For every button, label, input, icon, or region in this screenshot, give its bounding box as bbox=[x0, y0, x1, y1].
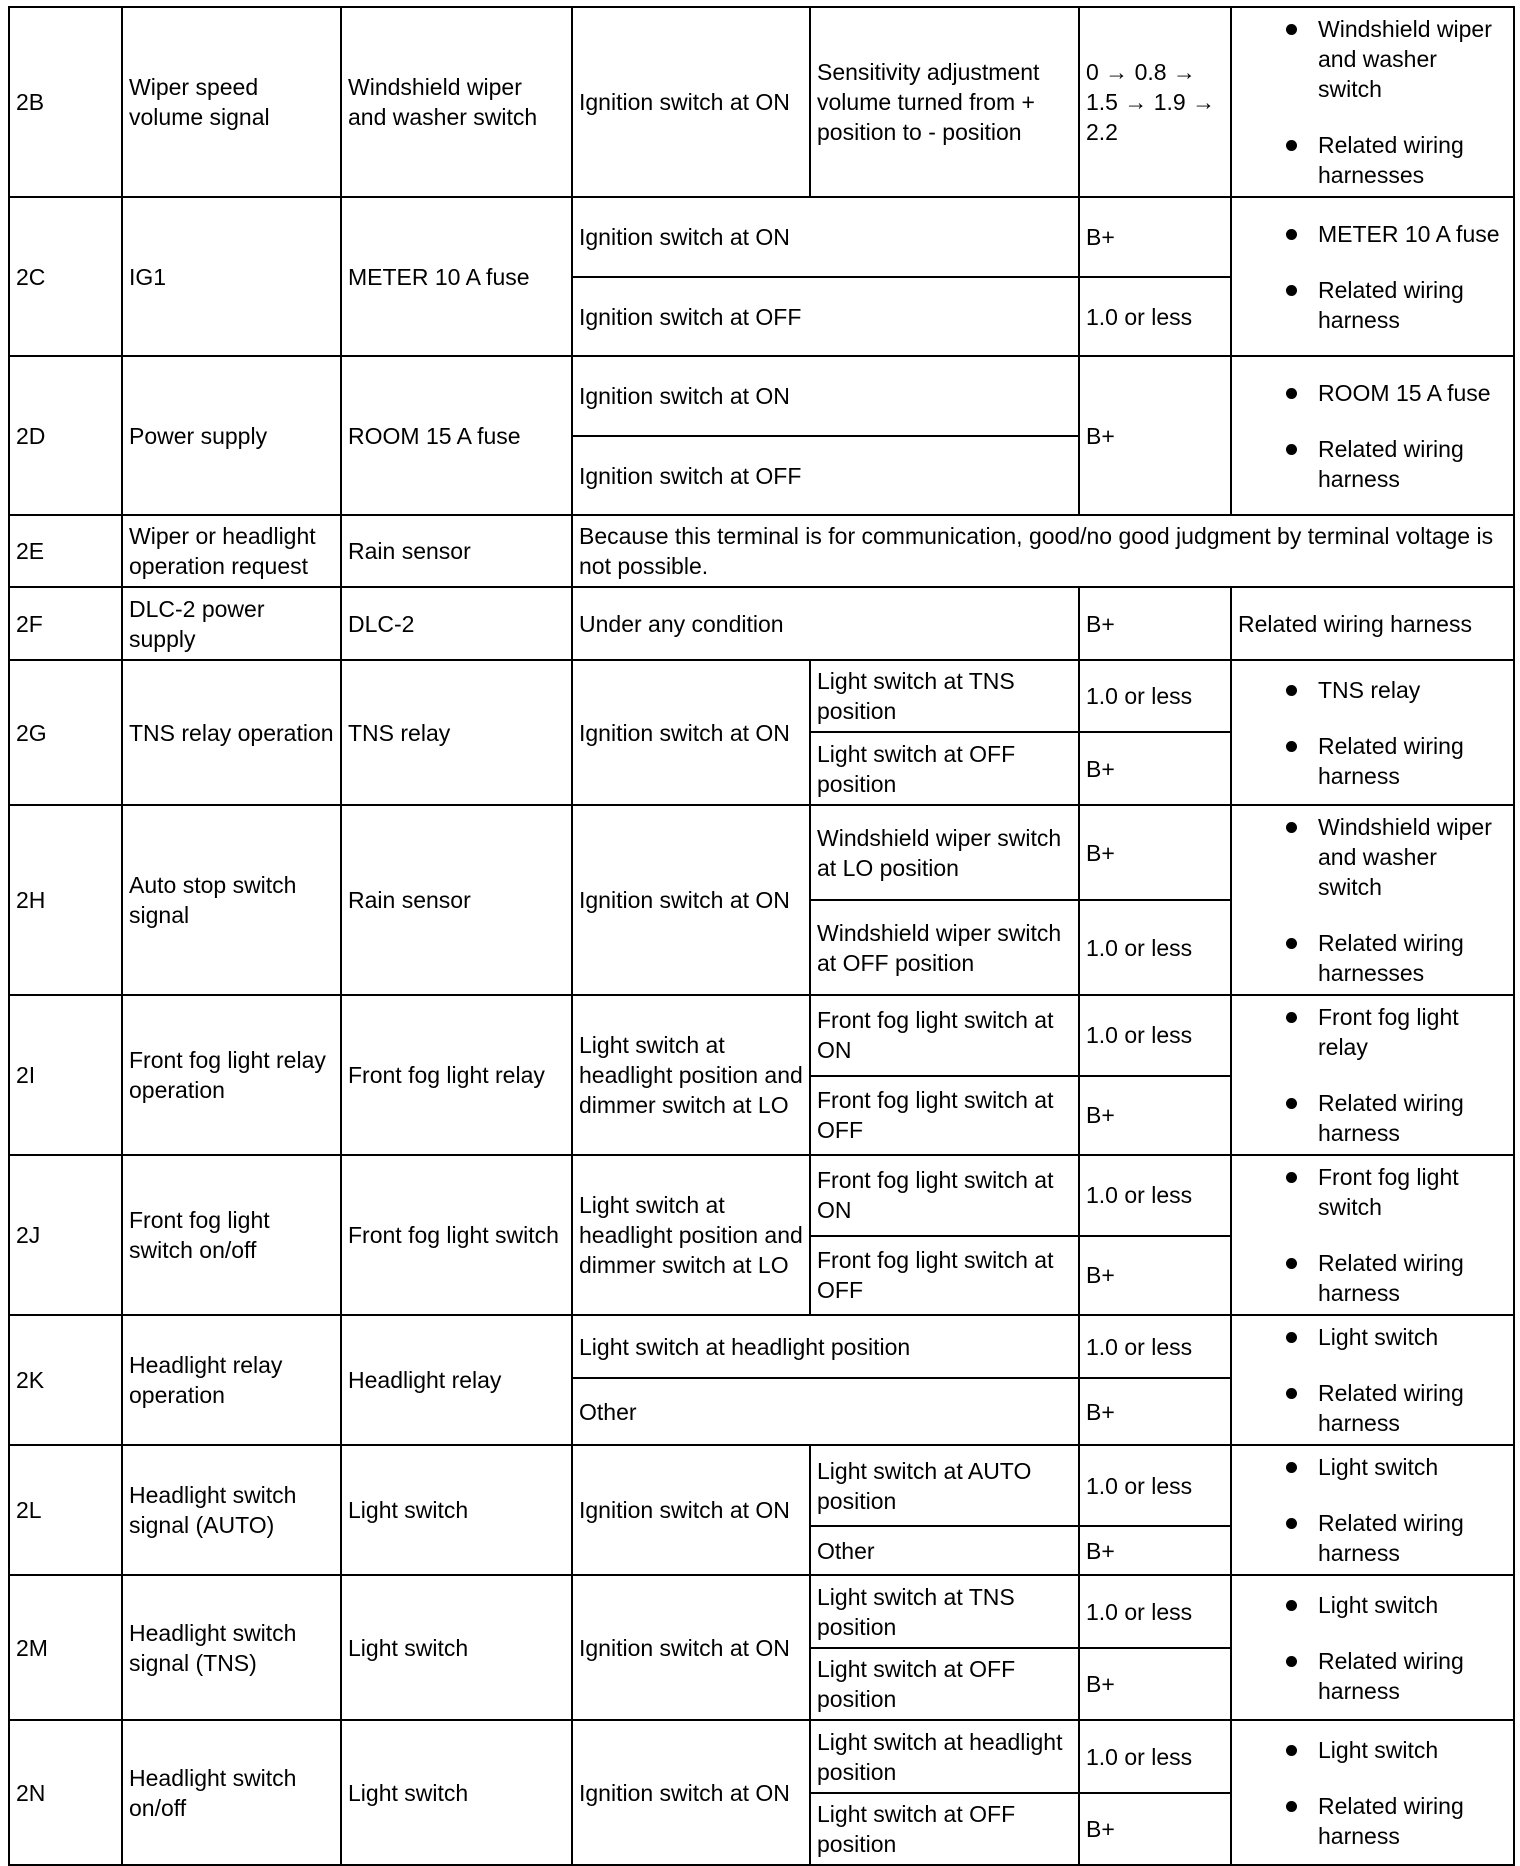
terminal-cell: 2M bbox=[9, 1575, 122, 1720]
signal-cell: Front fog light switch on/off bbox=[122, 1155, 341, 1315]
condition-cell: Light switch at headlight position bbox=[572, 1315, 1079, 1378]
table-row bbox=[9, 1720, 1514, 1793]
inspection-item: Windshield wiper and washer switch bbox=[1238, 812, 1507, 902]
connected-to-cell: Rain sensor bbox=[341, 805, 572, 995]
detail-cell: Front fog light switch at ON bbox=[810, 1155, 1079, 1236]
inspection-item: Windshield wiper and washer switch bbox=[1238, 14, 1507, 104]
inspection-cell bbox=[1231, 995, 1514, 1155]
table-row bbox=[9, 1575, 1514, 1648]
condition-cell: Ignition switch at ON bbox=[572, 1445, 810, 1575]
terminal-voltage-table bbox=[8, 6, 1515, 1866]
terminal-cell: 2F bbox=[9, 587, 122, 660]
inspection-cell bbox=[1231, 1315, 1514, 1445]
voltage-cell: B+ bbox=[1079, 805, 1231, 900]
inspection-item: Related wiring harness bbox=[1238, 731, 1507, 791]
voltage-cell: B+ bbox=[1079, 1648, 1231, 1720]
detail-cell: Windshield wiper switch at OFF position bbox=[810, 900, 1079, 995]
inspection-item: Related wiring harness bbox=[1238, 1088, 1507, 1148]
detail-cell: Light switch at OFF position bbox=[810, 1793, 1079, 1865]
detail-cell: Other bbox=[810, 1526, 1079, 1575]
table-row bbox=[9, 805, 1514, 900]
connected-to-cell: DLC-2 bbox=[341, 587, 572, 660]
signal-cell: Headlight relay operation bbox=[122, 1315, 341, 1445]
detail-cell: Light switch at OFF position bbox=[810, 1648, 1079, 1720]
inspection-cell bbox=[1231, 1155, 1514, 1315]
terminal-cell: 2N bbox=[9, 1720, 122, 1865]
connected-to-cell: Front fog light relay bbox=[341, 995, 572, 1155]
inspection-item: Light switch bbox=[1238, 1735, 1507, 1765]
inspection-cell bbox=[1231, 660, 1514, 805]
inspection-cell bbox=[1231, 197, 1514, 356]
voltage-cell: B+ bbox=[1079, 1526, 1231, 1575]
voltage-cell: 1.0 or less bbox=[1079, 1720, 1231, 1793]
voltage-cell: B+ bbox=[1079, 1236, 1231, 1316]
connected-to-cell: METER 10 A fuse bbox=[341, 197, 572, 356]
inspection-cell bbox=[1231, 805, 1514, 995]
connected-to-cell: ROOM 15 A fuse bbox=[341, 356, 572, 515]
terminal-cell: 2L bbox=[9, 1445, 122, 1575]
signal-cell: Front fog light relay operation bbox=[122, 995, 341, 1155]
voltage-cell: B+ bbox=[1079, 732, 1231, 805]
inspection-item: Related wiring harnesses bbox=[1238, 928, 1507, 988]
signal-cell: Auto stop switch signal bbox=[122, 805, 341, 995]
inspection-item: METER 10 A fuse bbox=[1238, 219, 1507, 249]
voltage-cell: B+ bbox=[1079, 587, 1231, 660]
detail-cell: Front fog light switch at ON bbox=[810, 995, 1079, 1076]
inspection-item: Light switch bbox=[1238, 1452, 1507, 1482]
condition-cell: Ignition switch at ON bbox=[572, 7, 810, 197]
connected-to-cell: Light switch bbox=[341, 1720, 572, 1865]
terminal-cell: 2J bbox=[9, 1155, 122, 1315]
connected-to-cell: Front fog light switch bbox=[341, 1155, 572, 1315]
signal-cell: Wiper speed volume signal bbox=[122, 7, 341, 197]
inspection-item: Light switch bbox=[1238, 1590, 1507, 1620]
voltage-cell: B+ bbox=[1079, 1076, 1231, 1156]
condition-cell: Under any condition bbox=[572, 587, 1079, 660]
table-row bbox=[9, 660, 1514, 732]
condition-cell: Ignition switch at ON bbox=[572, 1575, 810, 1720]
voltage-cell: B+ bbox=[1079, 1793, 1231, 1865]
voltage-cell: 1.0 or less bbox=[1079, 1315, 1231, 1378]
voltage-cell: 1.0 or less bbox=[1079, 1575, 1231, 1648]
detail-cell: Sensitivity adjustment volume turned from + position to - position bbox=[810, 7, 1079, 197]
signal-cell: IG1 bbox=[122, 197, 341, 356]
detail-cell: Light switch at AUTO position bbox=[810, 1445, 1079, 1526]
connected-to-cell: Windshield wiper and washer switch bbox=[341, 7, 572, 197]
terminal-cell: 2D bbox=[9, 356, 122, 515]
condition-cell: Other bbox=[572, 1378, 1079, 1445]
voltage-cell: B+ bbox=[1079, 1378, 1231, 1445]
voltage-cell: 1.0 or less bbox=[1079, 1155, 1231, 1236]
detail-cell: Front fog light switch at OFF bbox=[810, 1076, 1079, 1156]
inspection-cell bbox=[1231, 1720, 1514, 1865]
terminal-cell: 2I bbox=[9, 995, 122, 1155]
connected-to-cell: TNS relay bbox=[341, 660, 572, 805]
signal-cell: Headlight switch on/off bbox=[122, 1720, 341, 1865]
table-row bbox=[9, 995, 1514, 1076]
condition-cell: Ignition switch at ON bbox=[572, 805, 810, 995]
inspection-cell bbox=[1231, 356, 1514, 515]
terminal-cell: 2H bbox=[9, 805, 122, 995]
table-row bbox=[9, 1155, 1514, 1236]
terminal-cell: 2G bbox=[9, 660, 122, 805]
voltage-cell: 0 → 0.8 → 1.5 → 1.9 → 2.2 bbox=[1079, 7, 1231, 197]
condition-cell: Ignition switch at ON bbox=[572, 1720, 810, 1865]
voltage-cell: 1.0 or less bbox=[1079, 900, 1231, 995]
condition-cell: Ignition switch at ON bbox=[572, 660, 810, 805]
terminal-cell: 2E bbox=[9, 515, 122, 587]
connected-to-cell: Light switch bbox=[341, 1575, 572, 1720]
inspection-item: Light switch bbox=[1238, 1322, 1507, 1352]
inspection-item: Related wiring harness bbox=[1238, 1248, 1507, 1308]
condition-cell: Light switch at headlight position and dimmer switch at LO bbox=[572, 1155, 810, 1315]
voltage-cell: 1.0 or less bbox=[1079, 1445, 1231, 1526]
detail-cell: Light switch at TNS position bbox=[810, 1575, 1079, 1648]
signal-cell: Headlight switch signal (TNS) bbox=[122, 1575, 341, 1720]
condition-cell: Ignition switch at ON bbox=[572, 197, 1079, 277]
inspection-item: Related wiring harnesses bbox=[1238, 130, 1507, 190]
voltage-cell: 1.0 or less bbox=[1079, 995, 1231, 1076]
voltage-cell: 1.0 or less bbox=[1079, 277, 1231, 356]
inspection-item: Front fog light relay bbox=[1238, 1002, 1507, 1062]
signal-cell: TNS relay operation bbox=[122, 660, 341, 805]
connected-to-cell: Headlight relay bbox=[341, 1315, 572, 1445]
detail-cell: Light switch at headlight position bbox=[810, 1720, 1079, 1793]
table-row bbox=[9, 7, 1514, 197]
table-row bbox=[9, 197, 1514, 277]
signal-cell: Wiper or headlight operation request bbox=[122, 515, 341, 587]
detail-cell: Light switch at TNS position bbox=[810, 660, 1079, 732]
inspection-item: Front fog light switch bbox=[1238, 1162, 1507, 1222]
condition-cell: Light switch at headlight position and dimmer switch at LO bbox=[572, 995, 810, 1155]
inspection-item: Related wiring harness bbox=[1238, 434, 1507, 494]
connected-to-cell: Light switch bbox=[341, 1445, 572, 1575]
table-row bbox=[9, 1445, 1514, 1526]
table-row bbox=[9, 356, 1514, 436]
inspection-cell bbox=[1231, 1575, 1514, 1720]
signal-cell: Power supply bbox=[122, 356, 341, 515]
inspection-item: Related wiring harness bbox=[1238, 1791, 1507, 1851]
detail-cell: Windshield wiper switch at LO position bbox=[810, 805, 1079, 900]
connected-to-cell: Rain sensor bbox=[341, 515, 572, 587]
voltage-cell: B+ bbox=[1079, 197, 1231, 277]
inspection-item: Related wiring harness bbox=[1238, 1378, 1507, 1438]
detail-cell: Light switch at OFF position bbox=[810, 732, 1079, 805]
signal-cell: Headlight switch signal (AUTO) bbox=[122, 1445, 341, 1575]
terminal-cell: 2C bbox=[9, 197, 122, 356]
terminal-cell: 2K bbox=[9, 1315, 122, 1445]
inspection-cell bbox=[1231, 7, 1514, 197]
table-row bbox=[9, 587, 1514, 660]
detail-cell: Front fog light switch at OFF bbox=[810, 1236, 1079, 1316]
condition-cell: Ignition switch at ON bbox=[572, 356, 1079, 436]
inspection-item: Related wiring harness bbox=[1238, 275, 1507, 335]
terminal-cell: 2B bbox=[9, 7, 122, 197]
signal-cell: DLC-2 power supply bbox=[122, 587, 341, 660]
condition-cell: Ignition switch at OFF bbox=[572, 277, 1079, 356]
table-row bbox=[9, 1315, 1514, 1378]
inspection-item: Related wiring harness bbox=[1238, 1646, 1507, 1706]
inspection-item: Related wiring harness bbox=[1238, 1508, 1507, 1568]
voltage-cell: B+ bbox=[1079, 356, 1231, 515]
inspection-cell bbox=[1231, 1445, 1514, 1575]
inspection-cell: Related wiring harness bbox=[1231, 587, 1514, 660]
note-cell: Because this terminal is for communication, good/no good judgment by terminal voltage is not possible. bbox=[572, 515, 1514, 587]
inspection-item: TNS relay bbox=[1238, 675, 1507, 705]
inspection-item: ROOM 15 A fuse bbox=[1238, 378, 1507, 408]
condition-cell: Ignition switch at OFF bbox=[572, 436, 1079, 515]
voltage-cell: 1.0 or less bbox=[1079, 660, 1231, 732]
table-row bbox=[9, 515, 1514, 587]
